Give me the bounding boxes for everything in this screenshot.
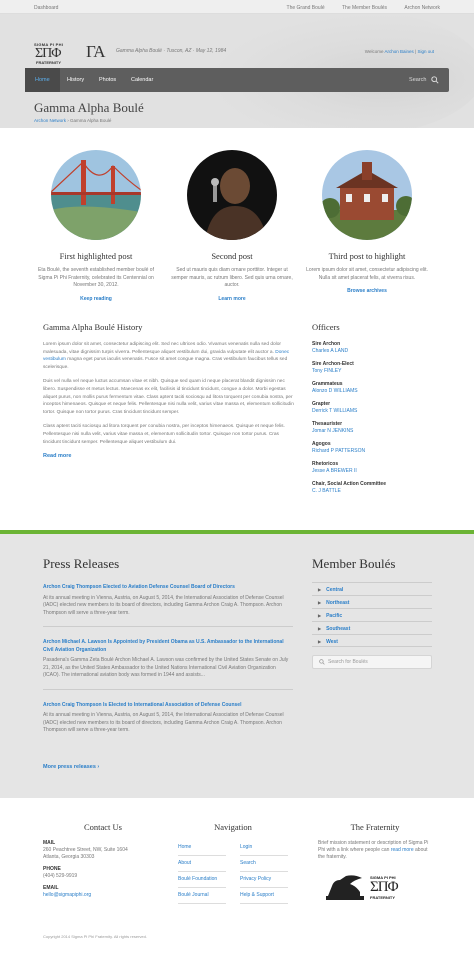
breadcrumb bbox=[34, 118, 111, 123]
officer-role: Sire Archon-Elect bbox=[312, 361, 354, 367]
footer-foundation-link[interactable]: Boulé Foundation bbox=[178, 872, 226, 888]
caret-right-icon: ▶ bbox=[318, 639, 322, 644]
footer-logo-fraternity: FRATERNITY bbox=[370, 895, 396, 900]
user-link[interactable]: Archon Baines bbox=[384, 49, 414, 54]
member-boules-title: Member Boulés bbox=[312, 556, 396, 571]
utility-links bbox=[271, 5, 440, 11]
officer-name-link[interactable]: Richard P PATTERSON bbox=[312, 448, 366, 454]
logo-letters: ΣΠΦ bbox=[35, 46, 61, 61]
footer-privacy-link[interactable]: Privacy Policy bbox=[240, 872, 288, 888]
officer-name-link[interactable]: Charles A LAND bbox=[312, 348, 349, 354]
caret-right-icon: ▶ bbox=[318, 600, 322, 605]
keep-reading-link[interactable]: Keep reading bbox=[80, 295, 112, 302]
nav-home[interactable]: Home bbox=[25, 68, 60, 92]
officer-name-link[interactable]: Tony FINLEY bbox=[312, 368, 342, 374]
officer-role: Chair, Social Action Committee bbox=[312, 481, 386, 487]
search-placeholder: Search for Boulés bbox=[328, 659, 368, 665]
utility-bar bbox=[0, 0, 474, 14]
nav-history[interactable]: History bbox=[67, 77, 85, 83]
region-label: Pacific bbox=[326, 613, 343, 619]
officers-title: Officers bbox=[312, 322, 340, 332]
caret-right-icon: ▶ bbox=[318, 626, 322, 631]
officer-entry bbox=[312, 481, 432, 495]
member-boules-link[interactable]: The Member Boulés bbox=[342, 5, 388, 11]
region-label: Central bbox=[326, 587, 344, 593]
press-title: Press Releases bbox=[43, 556, 120, 571]
officer-entry bbox=[312, 461, 432, 475]
featured-title-2: Second post bbox=[211, 251, 253, 261]
copyright: Copyright 2014 Sigma Pi Phi Fraternity. All rights reserved. bbox=[43, 934, 147, 939]
learn-more-link[interactable]: Learn more bbox=[218, 295, 246, 302]
grand-boule-link[interactable]: The Grand Boulé bbox=[286, 5, 325, 11]
member-boules-section bbox=[312, 556, 432, 669]
breadcrumb-current: Gamma Alpha Boulé bbox=[70, 118, 112, 123]
officer-name-link[interactable]: Jesse A BREWER II bbox=[312, 468, 357, 474]
search-label: Search bbox=[409, 77, 427, 83]
officer-entry bbox=[312, 421, 432, 435]
page-title: Gamma Alpha Boulé bbox=[34, 100, 144, 115]
featured-post-3 bbox=[297, 150, 437, 294]
chapter-subtitle: Gamma Alpha Boulé · Tuscon, AZ · May 12, 1984 bbox=[116, 48, 227, 54]
nav-photos[interactable]: Photos bbox=[99, 77, 117, 83]
featured-post-2 bbox=[162, 150, 302, 302]
officer-entry bbox=[312, 401, 432, 415]
footer-home-link[interactable]: Home bbox=[178, 840, 226, 856]
history-paragraph-1 bbox=[43, 341, 295, 371]
footer-navigation bbox=[178, 822, 288, 904]
officer-entry bbox=[312, 341, 432, 355]
officer-role: Grapter bbox=[312, 401, 331, 407]
footer-nav-links bbox=[178, 840, 288, 904]
officer-name-link[interactable]: Jomar N JENKINS bbox=[312, 428, 354, 434]
region-label: Southeast bbox=[326, 626, 351, 632]
more-press-releases-link[interactable]: More press releases › bbox=[43, 764, 100, 770]
fraternity-description bbox=[318, 840, 432, 861]
mail-address-line: 260 Peachtree Street, NW, Suite 1604 bbox=[43, 847, 128, 853]
history-paragraph-3: Class aptent taciti sociosqu ad litora torquent per conubia nostra, per inceptos himenaeos. Quisque et neque felis. Pellentesque nisi nulla velit, varius vitae massa et, elementum sollicitudin tortor. Quisque non tortor purus. Cras tincidunt tincidunt semper. Pellentesque aliquet vestibulum dui. bbox=[43, 424, 285, 445]
footer-fraternity-logo bbox=[370, 875, 398, 900]
press-item-body: Pasadena's Gamma Zeta Boulé Archon Michael A. Lawson was confirmed by the United States Senate on July 21, 2014, as the United States Ambassador to the United Nations International Civil Aviation Organization (ICAO). The international aviation body was formed in 1944 and assists... bbox=[43, 657, 289, 678]
officer-name-link[interactable]: Alonzo D WILLIAMS bbox=[312, 388, 358, 394]
featured-text-1: Eta Boulé, the seventh established member boulé of Sigma Pi Phi Fraternity, celebrated its Centennial on November 30, 2012. bbox=[38, 267, 154, 288]
featured-title-1: First highlighted post bbox=[59, 251, 133, 261]
read-more-link[interactable]: read more bbox=[390, 847, 414, 853]
press-item bbox=[43, 584, 293, 627]
region-west[interactable] bbox=[312, 634, 432, 647]
welcome-separator: | bbox=[415, 49, 417, 54]
main-nav bbox=[25, 68, 449, 92]
breadcrumb-separator: › bbox=[67, 118, 69, 123]
fraternity-text: Brief mission statement or description of Sigma Pi Phi with a link where people can bbox=[318, 840, 429, 853]
masthead bbox=[0, 14, 474, 128]
boule-search-input[interactable] bbox=[312, 655, 432, 669]
region-label: Northeast bbox=[326, 600, 350, 606]
search-icon bbox=[431, 76, 439, 84]
fraternity-column bbox=[318, 822, 432, 861]
region-southeast[interactable] bbox=[312, 621, 432, 634]
featured-post-1 bbox=[26, 150, 166, 302]
history-text: Lorem ipsum dolor sit amet, consectetur adipiscing elit. Sed nec ultrices odio. Vivamus venenatis nulla sed dolor malesuada, vitae dignissim turpis viverra. Pellentesque aliquet vestibulum dui, gravida vulputate elit auctor a. bbox=[43, 342, 282, 355]
press-item-body: At its annual meeting in Vienna, Austria, on August 5, 2014, the International Association of Defense Counsel (IADC) elected new members to its board of directors, including Gamma Archon Craig A. Thompson. Archon Thompson will serve a three-year term. bbox=[43, 594, 284, 616]
footer-nav-title: Navigation bbox=[214, 822, 252, 832]
logo-fraternity-text: FRATERNITY bbox=[36, 60, 62, 65]
nav-calendar[interactable]: Calendar bbox=[131, 77, 154, 83]
footer-login-link[interactable]: Login bbox=[240, 840, 288, 856]
officer-name-link[interactable]: C. J BATTLE bbox=[312, 488, 341, 494]
fraternity-logo[interactable] bbox=[34, 42, 76, 64]
sign-out-link[interactable]: Sign out bbox=[417, 49, 434, 54]
region-central[interactable] bbox=[312, 582, 432, 595]
footer-search-link[interactable]: Search bbox=[240, 856, 288, 872]
press-releases-section bbox=[43, 556, 293, 756]
history-text: magna eget purus iaculis venenatis. Fusce sit amet congue magna. Cras vestibulum faucibus tellus sed scelerisque. bbox=[43, 357, 288, 370]
sphinx-emblem-icon bbox=[324, 872, 366, 902]
mail-address-line: Atlanta, Georgia 30303 bbox=[43, 854, 95, 860]
press-item-title-link[interactable]: Archon Michael A. Lawson Is Appointed by President Obama as U.S. Ambassador to the International Civil Aviation Organization bbox=[43, 639, 284, 653]
history-title: Gamma Alpha Boulé History bbox=[43, 322, 143, 332]
email-link[interactable]: hello@sigmapiphi.org bbox=[43, 892, 92, 898]
mail-label: MAIL bbox=[43, 840, 56, 846]
singer-image[interactable] bbox=[187, 150, 277, 240]
archon-network-link[interactable]: Archon Network bbox=[404, 5, 440, 11]
featured-text-2: Sed ut mauris quis diam ornare porttitor. Integer ut semper mauris, ac rutrum libero. Sed quis urna ornare, auctor. bbox=[171, 267, 293, 288]
welcome-text: Welcome bbox=[364, 49, 384, 54]
caret-right-icon: ▶ bbox=[318, 613, 322, 618]
officer-name-link[interactable]: Derrick T WILLIAMS bbox=[312, 408, 358, 414]
region-label: West bbox=[326, 639, 338, 645]
press-item bbox=[43, 639, 293, 690]
browse-archives-link[interactable]: Browse archives bbox=[347, 288, 387, 294]
breadcrumb-link[interactable]: Archon Network bbox=[34, 118, 67, 123]
officer-entry bbox=[312, 381, 432, 395]
officer-entry bbox=[312, 441, 432, 455]
footer-about-link[interactable]: About bbox=[178, 856, 226, 872]
footer-help-link[interactable]: Help & Support bbox=[240, 888, 288, 904]
footer-logo-small: SIGMA PI PHI bbox=[370, 875, 396, 880]
chapter-letters: ΓΑ bbox=[86, 42, 106, 61]
fraternity-text: about the fraternity. bbox=[318, 847, 428, 860]
featured-text-3: Lorem ipsum dolor sit amet, consectetur adipiscing elit. Nulla sit amet placerat felis, at viverra risus. bbox=[306, 267, 428, 281]
email-label: EMAIL bbox=[43, 885, 59, 891]
fraternity-title: The Fraternity bbox=[350, 822, 400, 832]
press-item bbox=[43, 702, 293, 744]
footer-journal-link[interactable]: Boulé Journal bbox=[178, 888, 226, 904]
phone-label: PHONE bbox=[43, 866, 61, 872]
press-item-title-link[interactable]: Archon Craig Thompson Is Elected to International Association of Defense Counsel bbox=[43, 701, 242, 708]
nav-search[interactable] bbox=[409, 68, 439, 92]
featured-title-3: Third post to highlight bbox=[328, 251, 406, 261]
press-item-title-link[interactable]: Archon Craig Thompson Elected to Aviation Defense Counsel Board of Directors bbox=[43, 584, 235, 590]
officer-entry bbox=[312, 361, 432, 375]
welcome-area bbox=[365, 49, 434, 54]
officer-role: Agogos bbox=[312, 441, 331, 447]
building-image[interactable] bbox=[322, 150, 412, 240]
logo-small-text: SIGMA PI PHI bbox=[34, 42, 64, 47]
phone-number: (404) 529-9919 bbox=[43, 873, 78, 879]
read-more-link[interactable]: Read more bbox=[43, 453, 72, 460]
press-item-body: At its annual meeting in Vienna, Austria, on August 5, 2014, the International Association of Defense Counsel (IADC) elected new members to its board of directors, including Gamma Archon Craig A. Thompson. Archon Thompson will serve a three-year term. bbox=[43, 712, 284, 733]
history-section bbox=[43, 322, 295, 459]
caret-right-icon: ▶ bbox=[318, 587, 322, 592]
officer-role: Sire Archon bbox=[312, 341, 341, 347]
region-northeast[interactable] bbox=[312, 595, 432, 608]
footer-logo-letters: ΣΠΦ bbox=[370, 879, 398, 895]
golden-gate-image[interactable] bbox=[51, 150, 141, 240]
search-icon bbox=[319, 659, 325, 665]
contact-column bbox=[43, 822, 163, 899]
history-paragraph-2: Duis vel nulla vel neque luctus accumsan vitae et nibh. Quisque sed quam id neque placerat blandit dignissim nec libero. Suspendisse et metus lectus. Maecenas ex elit, facilisis id tincidunt tincidunt, congue a dolor. Morbi egestas aliquet purus, non mollis purus fermentum vitae. Class aptent taciti sociosqu ad litora torquent per conubia nostra, per inceptos himenaeos. Quisque et neque felis. Pellentesque nisi nulla velit, varius vitae massa et, elementum sollicitudin tortor. Quisque non tortor purus. Cras tincidunt tincidunt semper. bbox=[43, 379, 294, 415]
officer-role: Thesaurister bbox=[312, 421, 343, 427]
region-pacific[interactable] bbox=[312, 608, 432, 621]
contact-title: Contact Us bbox=[83, 822, 122, 832]
officers-section bbox=[312, 322, 432, 501]
history-inline-link[interactable]: Donec vestibulum bbox=[43, 349, 290, 363]
officer-role: Grammateus bbox=[312, 381, 343, 387]
dashboard-link[interactable]: Dashboard bbox=[34, 5, 59, 11]
officer-role: Rhetoricos bbox=[312, 461, 339, 467]
